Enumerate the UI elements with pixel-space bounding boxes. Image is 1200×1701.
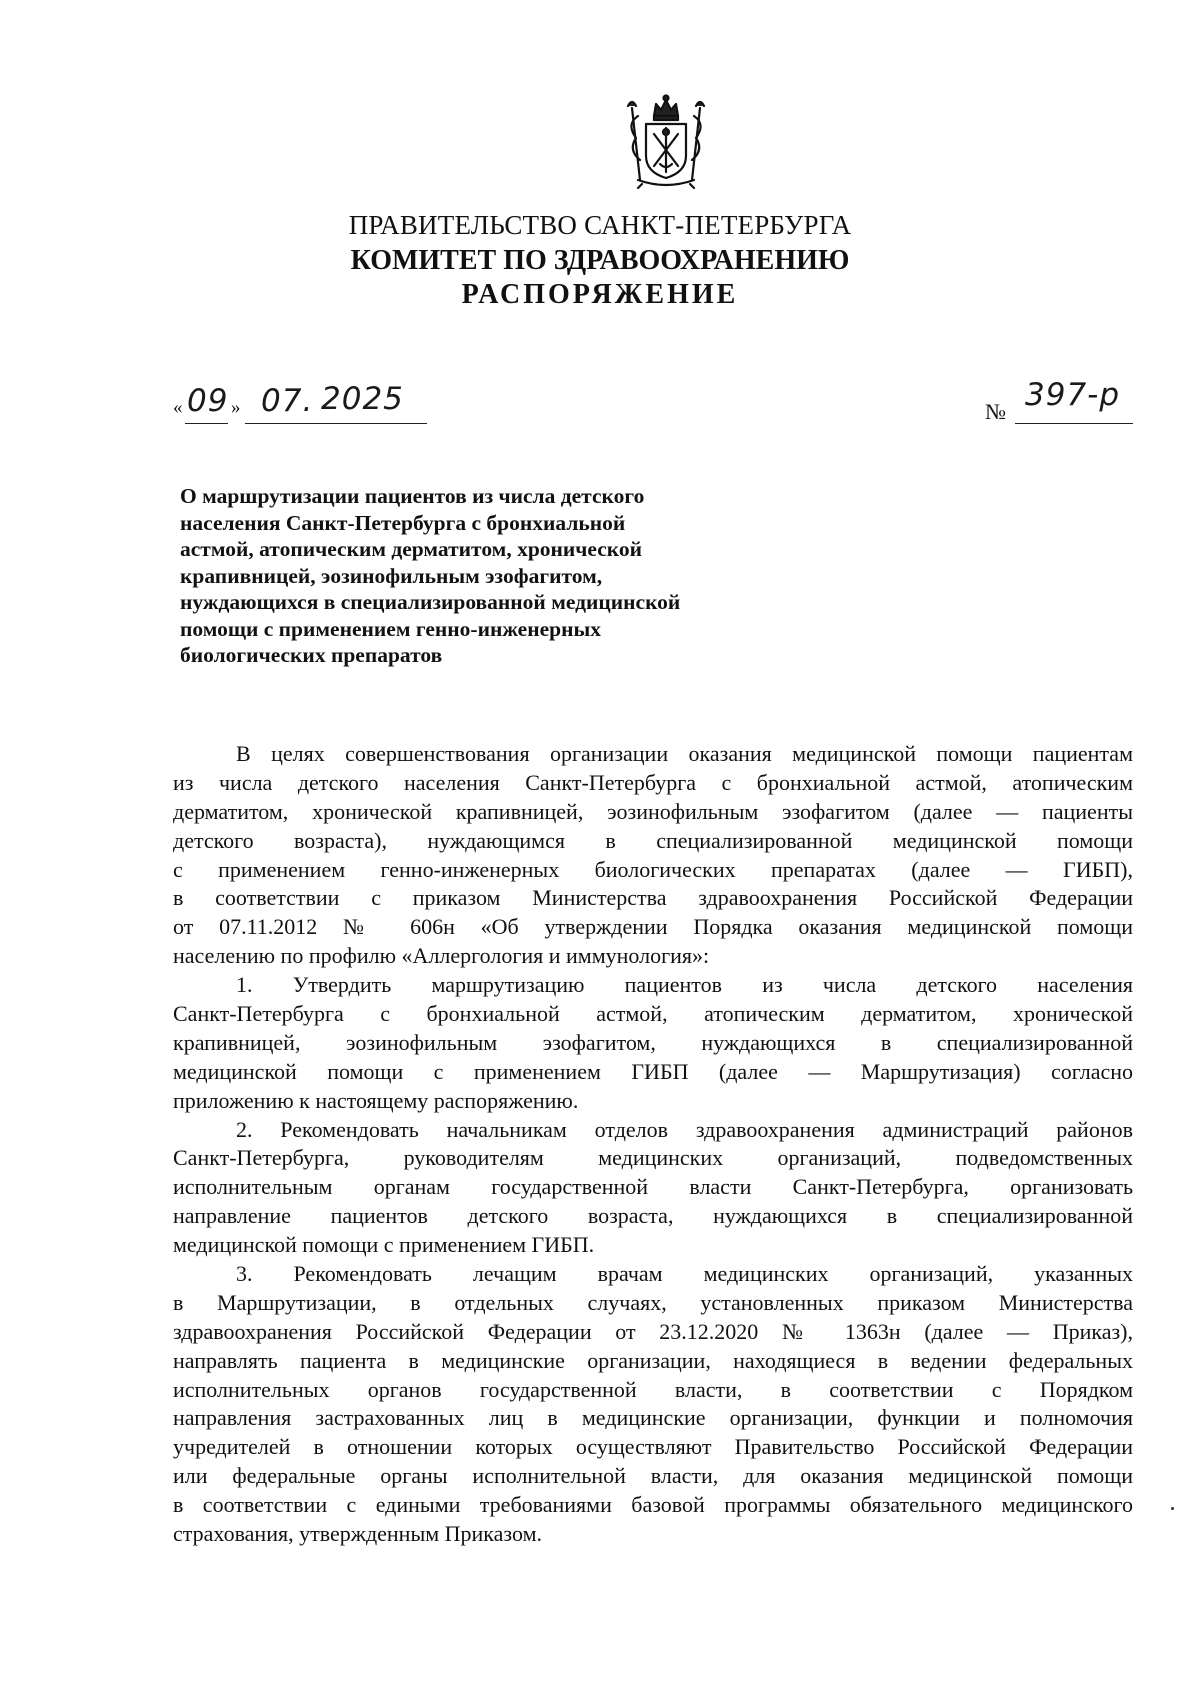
date-month: 07. xyxy=(261,383,314,419)
document-title xyxy=(180,483,780,669)
body-line: приложению к настоящему распоряжению. xyxy=(173,1087,579,1113)
body-line: крапивницей, эозинофильным эзофагитом, нуждающихся в специализированной xyxy=(173,1029,1133,1055)
body-line: в Маршрутизации, в отдельных случаях, установленных приказом Министерства xyxy=(173,1289,1133,1315)
document-date xyxy=(173,381,473,431)
government-name: ПРАВИТЕЛЬСТВО САНКТ-ПЕТЕРБУРГА xyxy=(348,210,852,240)
body-line: В целях совершенствования организации оказания медицинской помощи пациентам xyxy=(236,741,1133,766)
body-line: направление пациентов детского возраста, нуждающихся в специализированной xyxy=(173,1203,1133,1229)
date-month-year-underline xyxy=(245,423,427,424)
number-underline xyxy=(1015,423,1133,424)
body-line: с применением генно-инженерных биологических препаратах (далее — ГИБП), xyxy=(173,856,1133,882)
title-line: помощи с применением генно-инженерных xyxy=(180,616,602,641)
body-line: медицинской помощи с применением ГИБП (далее — Маршрутизация) согласно xyxy=(173,1058,1133,1084)
body-line: учредителей в отношении которых осуществляют Правительство Российской Федерации xyxy=(173,1434,1133,1460)
date-day-underline xyxy=(185,423,228,424)
saint-petersburg-coat-of-arms-icon xyxy=(616,94,716,190)
body-line: исполнительных органов государственной власти, в соответствии с Порядком xyxy=(173,1376,1133,1402)
committee-name: КОМИТЕТ ПО ЗДРАВООХРАНЕНИЮ xyxy=(350,245,850,276)
body-line: в соответствии с едиными требованиями базовой программы обязательного медицинского xyxy=(173,1492,1133,1518)
date-open-quote: « xyxy=(173,397,183,418)
date-day: 09 xyxy=(187,383,229,419)
title-line: астмой, атопическим дерматитом, хронической xyxy=(180,537,643,561)
body-line: здравоохранения Российской Федерации от 23.12.2020 № 1363н (далее — Приказ), xyxy=(173,1318,1133,1344)
date-year: 2025 xyxy=(321,381,404,417)
scan-speck xyxy=(1171,1507,1174,1510)
document-number xyxy=(985,377,1145,441)
title-line: крапивницей, эозинофильным эзофагитом, xyxy=(180,563,603,588)
body-line: населению по профилю «Аллергология и иммунология»: xyxy=(173,943,710,969)
body-line: дерматитом, хронической крапивницей, эозинофильным эзофагитом (далее — пациенты xyxy=(173,798,1133,824)
body-line: направлять пациента в медицинские организации, находящиеся в ведении федеральных xyxy=(173,1347,1133,1373)
body-line: 1. Утвердить маршрутизацию пациентов из числа детского населения xyxy=(236,972,1133,998)
title-line: населения Санкт-Петербурга с бронхиальной xyxy=(180,510,626,535)
body-line: исполнительным органам государственной власти Санкт-Петербурга, организовать xyxy=(173,1174,1133,1200)
document-type: РАСПОРЯЖЕНИЕ xyxy=(461,279,739,310)
body-line: из числа детского населения Санкт-Петербурга с бронхиальной астмой, атопическим xyxy=(173,769,1133,795)
body-line: 3. Рекомендовать лечащим врачам медицинских организаций, указанных xyxy=(236,1261,1133,1287)
date-close-quote: » xyxy=(231,397,241,418)
body-line: страхования, утвержденным Приказом. xyxy=(173,1521,542,1547)
body-line: направления застрахованных лиц в медицинские организации, функции и полномочия xyxy=(173,1405,1133,1431)
document-body xyxy=(173,740,1133,1549)
number-sign: № xyxy=(985,399,1006,424)
body-line: или федеральные органы исполнительной власти, для оказания медицинской помощи xyxy=(173,1463,1133,1489)
body-line: медицинской помощи с применением ГИБП. xyxy=(173,1232,595,1258)
body-line: от 07.11.2012 № 606н «Об утверждении Порядка оказания медицинской помощи xyxy=(173,914,1133,940)
title-line: О маршрутизации пациентов из числа детского xyxy=(180,484,645,508)
body-line: детского возраста), нуждающимся в специализированной медицинской помощи xyxy=(173,827,1133,853)
body-line: 2. Рекомендовать начальникам отделов здравоохранения администраций районов xyxy=(236,1116,1133,1142)
body-line: Санкт-Петербурга с бронхиальной астмой, атопическим дерматитом, хронической xyxy=(173,1001,1133,1027)
body-line: в соответствии с приказом Министерства здравоохранения Российской Федерации xyxy=(173,885,1133,911)
title-line: нуждающихся в специализированной медицинской xyxy=(180,590,681,614)
title-line: биологических препаратов xyxy=(180,643,443,667)
body-line: Санкт-Петербурга, руководителям медицинских организаций, подведомственных xyxy=(173,1145,1133,1171)
number-value: 397-р xyxy=(1025,377,1121,413)
